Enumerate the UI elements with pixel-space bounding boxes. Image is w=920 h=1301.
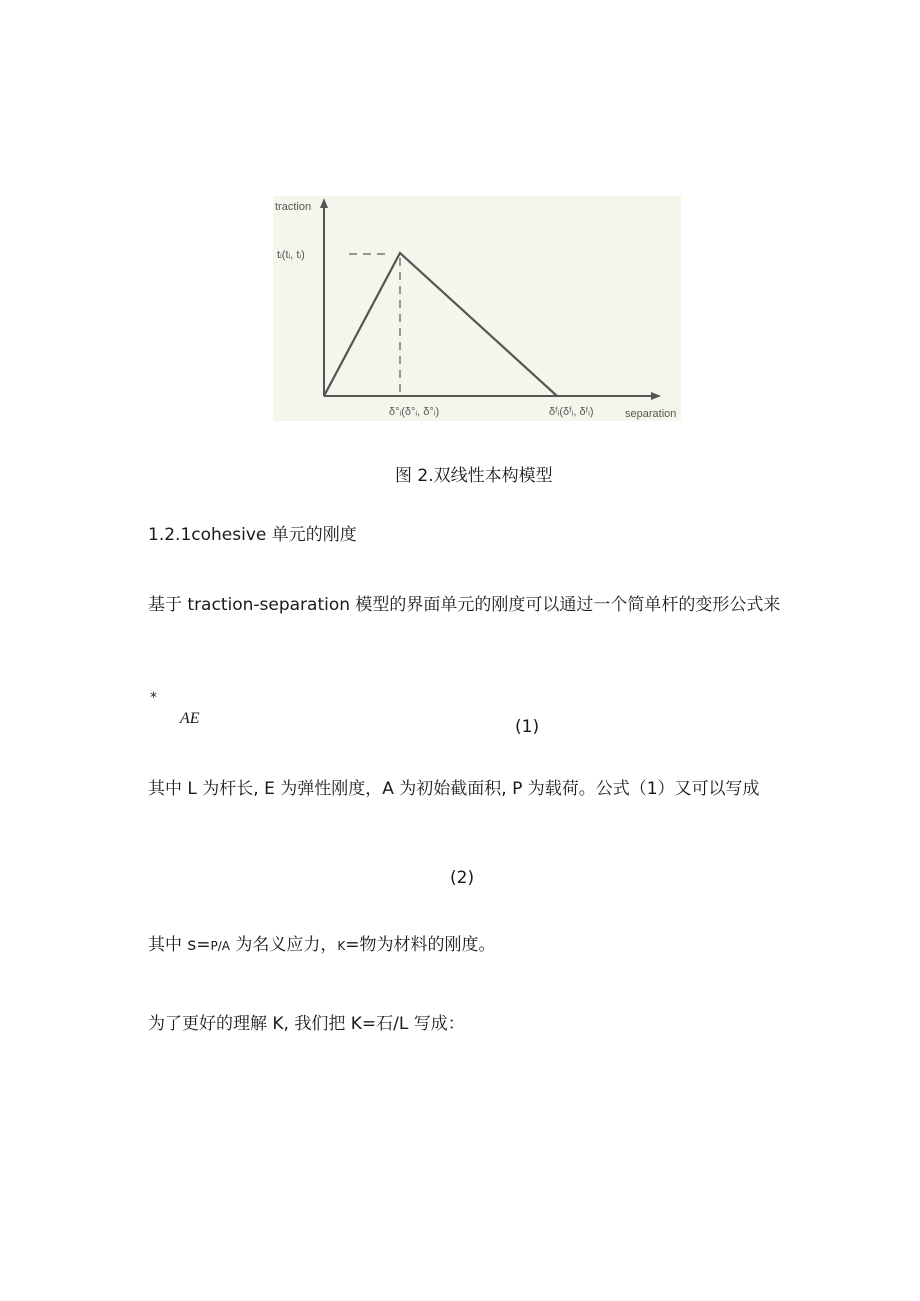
onset-label: δ°ᵢ(δ°ᵢ, δ°ᵢ) (389, 406, 440, 418)
figure-svg (273, 196, 681, 421)
paragraph-3-part-3: 为名义应力， (230, 935, 338, 955)
paragraph-4: 为了更好的理解 K, 我们把 K=石/L 写成： (148, 1014, 465, 1034)
figure-background (273, 196, 681, 421)
formula-1-expression: AE (180, 710, 200, 727)
final-label: δᶠᵢ(δᶠᵢ, δᶠᵢ) (549, 406, 594, 418)
peak-label: tᵢ(tᵢ, tᵢ) (277, 249, 305, 261)
formula-1-star: * (150, 690, 157, 706)
x-axis-label: separation (625, 408, 677, 420)
paragraph-2: 其中 L 为杆长, E 为弹性刚度，A 为初始截面积, P 为载荷。公式（1）又可以写成 (148, 779, 760, 799)
paragraph-3-part-4: K (337, 939, 346, 953)
paragraph-3-part-1: 其中 s= (148, 935, 211, 955)
paragraph-3-part-2: P/A (210, 939, 231, 953)
bilinear-model-figure (273, 196, 681, 421)
paragraph-3-part-5: =物为材料的刚度。 (345, 935, 496, 955)
section-heading: 1.2.1cohesive 单元的刚度 (148, 525, 357, 545)
figure-caption: 图 2.双线性本构模型 (395, 466, 553, 486)
paragraph-1: 基于 traction-separation 模型的界面单元的刚度可以通过一个简单杆的变形公式来 (148, 595, 781, 615)
y-axis-label: traction (275, 201, 312, 213)
paragraph-3 (148, 934, 496, 957)
formula-2-number: (2) (450, 868, 475, 888)
formula-1-number: (1) (515, 717, 540, 737)
